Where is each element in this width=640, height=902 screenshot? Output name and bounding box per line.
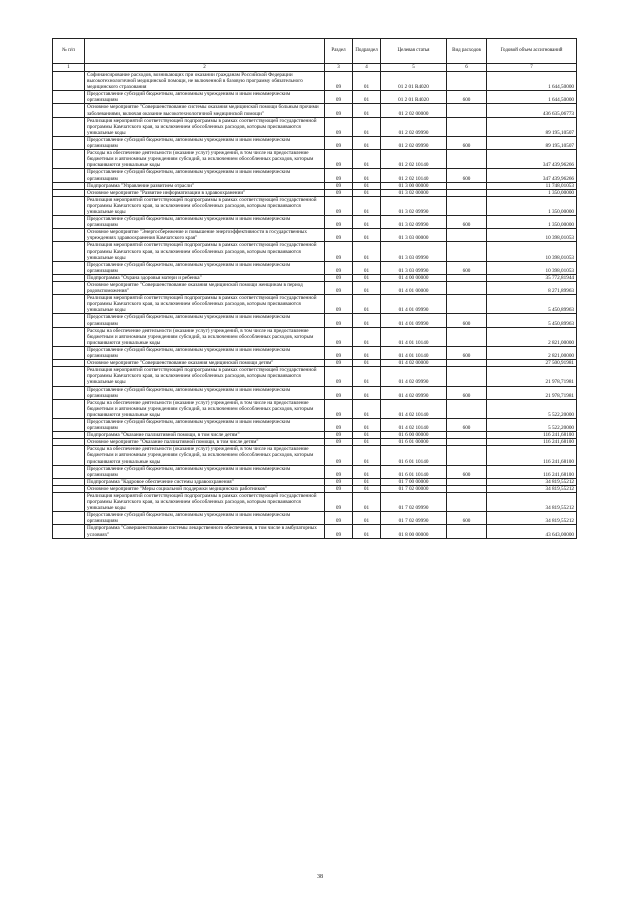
row-target-cell: 01 4 00 00000 bbox=[381, 274, 447, 281]
row-amount-cell: 35 772,81944 bbox=[487, 274, 577, 281]
row-type-cell bbox=[447, 367, 487, 386]
row-number-cell bbox=[53, 386, 85, 399]
row-target-cell: 01 2 01 R4020 bbox=[381, 91, 447, 104]
column-number: 6 bbox=[447, 64, 487, 72]
row-name-cell: Подпрограмма "Управление развитием отрасли" bbox=[85, 182, 325, 189]
header-num: № п/п bbox=[53, 39, 85, 64]
row-section-cell: 09 bbox=[325, 346, 353, 359]
row-subsection-cell: 01 bbox=[353, 274, 381, 281]
table-row bbox=[53, 216, 577, 229]
row-subsection-cell: 01 bbox=[353, 182, 381, 189]
column-number: 7 bbox=[487, 64, 577, 72]
row-section-cell: 09 bbox=[325, 91, 353, 104]
row-section-cell: 09 bbox=[325, 399, 353, 418]
row-name-cell: Расходы на обеспечение деятельности (оказание услуг) учреждений, в том числе на предоставление бюджетным и автономным учреждениям субсидий, за исключением обособленных расходов, которым присваиваются уникальные коды bbox=[85, 327, 325, 346]
table-row bbox=[53, 104, 577, 117]
row-target-cell: 01 3 03 09990 bbox=[381, 261, 447, 274]
row-name-cell: Предоставление субсидий бюджетным, автономным учреждениям и иным некоммерческим организациям bbox=[85, 136, 325, 149]
row-amount-cell: 5 522,20000 bbox=[487, 399, 577, 418]
row-name-cell: Предоставление субсидий бюджетным, автономным учреждениям и иным некоммерческим организациям bbox=[85, 465, 325, 478]
row-amount-cell: 1 644,50000 bbox=[487, 72, 577, 91]
row-type-cell bbox=[447, 485, 487, 492]
row-section-cell: 09 bbox=[325, 360, 353, 367]
row-type-cell bbox=[447, 295, 487, 314]
row-type-cell bbox=[447, 399, 487, 418]
row-target-cell: 01 4 02 09990 bbox=[381, 367, 447, 386]
row-target-cell: 01 4 02 09990 bbox=[381, 386, 447, 399]
table-row bbox=[53, 485, 577, 492]
row-type-cell: 600 bbox=[447, 216, 487, 229]
row-type-cell bbox=[447, 478, 487, 485]
row-number-cell bbox=[53, 91, 85, 104]
row-section-cell: 09 bbox=[325, 196, 353, 215]
row-subsection-cell: 01 bbox=[353, 189, 381, 196]
row-subsection-cell: 01 bbox=[353, 367, 381, 386]
row-section-cell: 09 bbox=[325, 465, 353, 478]
row-amount-cell: 116 241,68100 bbox=[487, 432, 577, 439]
row-section-cell: 09 bbox=[325, 439, 353, 446]
row-section-cell: 09 bbox=[325, 242, 353, 261]
table-row bbox=[53, 367, 577, 386]
table-row bbox=[53, 282, 577, 295]
row-number-cell bbox=[53, 295, 85, 314]
column-number: 4 bbox=[353, 64, 381, 72]
row-number-cell bbox=[53, 418, 85, 431]
table-row bbox=[53, 465, 577, 478]
row-section-cell: 09 bbox=[325, 282, 353, 295]
row-amount-cell: 2 821,00000 bbox=[487, 327, 577, 346]
column-number: 1 bbox=[53, 64, 85, 72]
row-number-cell bbox=[53, 314, 85, 327]
row-subsection-cell: 01 bbox=[353, 196, 381, 215]
row-subsection-cell: 01 bbox=[353, 446, 381, 465]
row-name-cell: Предоставление субсидий бюджетным, автономным учреждениям и иным некоммерческим организациям bbox=[85, 386, 325, 399]
row-name-cell: Предоставление субсидий бюджетным, автономным учреждениям и иным некоммерческим организациям bbox=[85, 314, 325, 327]
row-section-cell: 09 bbox=[325, 327, 353, 346]
row-target-cell: 01 2 02 09990 bbox=[381, 117, 447, 136]
row-type-cell bbox=[447, 182, 487, 189]
row-type-cell bbox=[447, 189, 487, 196]
row-type-cell: 600 bbox=[447, 346, 487, 359]
row-section-cell: 09 bbox=[325, 367, 353, 386]
row-target-cell: 01 2 01 R4020 bbox=[381, 72, 447, 91]
row-amount-cell: 1 644,50000 bbox=[487, 91, 577, 104]
row-section-cell: 09 bbox=[325, 189, 353, 196]
row-subsection-cell: 01 bbox=[353, 229, 381, 242]
row-amount-cell: 89 195,10507 bbox=[487, 136, 577, 149]
row-number-cell bbox=[53, 512, 85, 525]
row-amount-cell: 43 643,00000 bbox=[487, 525, 577, 538]
row-target-cell: 01 6 01 10140 bbox=[381, 465, 447, 478]
row-name-cell: Основное мероприятие "Меры социальной поддержки медицинских работников" bbox=[85, 485, 325, 492]
row-name-cell: Предоставление субсидий бюджетным, автономным учреждениям и иным некоммерческим организациям bbox=[85, 169, 325, 182]
table-row bbox=[53, 512, 577, 525]
row-section-cell: 09 bbox=[325, 418, 353, 431]
row-number-cell bbox=[53, 136, 85, 149]
header-row bbox=[53, 39, 577, 64]
row-number-cell bbox=[53, 261, 85, 274]
row-number-cell bbox=[53, 282, 85, 295]
row-amount-cell: 34 819,55212 bbox=[487, 512, 577, 525]
table-row bbox=[53, 169, 577, 182]
row-name-cell: Подпрограмма "Оказание паллиативной помощи, в том числе детям" bbox=[85, 432, 325, 439]
row-number-cell bbox=[53, 432, 85, 439]
row-type-cell: 600 bbox=[447, 136, 487, 149]
row-amount-cell: 436 635,06773 bbox=[487, 104, 577, 117]
header-subsection: Подраздел bbox=[353, 39, 381, 64]
row-subsection-cell: 01 bbox=[353, 117, 381, 136]
row-section-cell: 09 bbox=[325, 432, 353, 439]
row-type-cell: 600 bbox=[447, 386, 487, 399]
table-row bbox=[53, 432, 577, 439]
row-type-cell: 600 bbox=[447, 314, 487, 327]
column-number: 2 bbox=[85, 64, 325, 72]
row-amount-cell: 1 350,00000 bbox=[487, 216, 577, 229]
row-name-cell: Реализация мероприятий соответствующей подпрограммы в рамках соответствующей государственной программы Камчатского края, за исключением обособленных расходов, которым присваиваются уникальные коды bbox=[85, 295, 325, 314]
row-name-cell: Основное мероприятие "Совершенствование оказания медицинской помощи детям" bbox=[85, 360, 325, 367]
row-name-cell: Подпрограмма "Совершенствование системы лекарственного обеспечения, в том числе в амбулаторных условиях" bbox=[85, 525, 325, 538]
table-row bbox=[53, 399, 577, 418]
row-number-cell bbox=[53, 169, 85, 182]
row-target-cell: 01 7 02 00000 bbox=[381, 485, 447, 492]
row-number-cell bbox=[53, 274, 85, 281]
row-name-cell: Софинансирование расходов, возникающих при оказании гражданам Российской Федерации высокотехнологичной медицинской помощи, не включенной в базовую программу обязательного медицинского страхования bbox=[85, 72, 325, 91]
row-subsection-cell: 01 bbox=[353, 282, 381, 295]
row-subsection-cell: 01 bbox=[353, 104, 381, 117]
table-row bbox=[53, 72, 577, 91]
row-type-cell bbox=[447, 525, 487, 538]
row-subsection-cell: 01 bbox=[353, 418, 381, 431]
column-number: 3 bbox=[325, 64, 353, 72]
row-type-cell bbox=[447, 493, 487, 512]
row-subsection-cell: 01 bbox=[353, 360, 381, 367]
row-section-cell: 09 bbox=[325, 493, 353, 512]
row-target-cell: 01 4 01 00000 bbox=[381, 282, 447, 295]
header-name bbox=[85, 39, 325, 64]
row-amount-cell: 8 271,89963 bbox=[487, 282, 577, 295]
header-target: Целевая статья bbox=[381, 39, 447, 64]
row-target-cell: 01 2 02 09990 bbox=[381, 136, 447, 149]
row-target-cell: 01 2 02 00000 bbox=[381, 104, 447, 117]
table-row bbox=[53, 274, 577, 281]
row-target-cell: 01 4 01 09990 bbox=[381, 314, 447, 327]
row-target-cell: 01 7 02 09990 bbox=[381, 493, 447, 512]
row-subsection-cell: 01 bbox=[353, 525, 381, 538]
row-section-cell: 09 bbox=[325, 478, 353, 485]
table-row bbox=[53, 136, 577, 149]
row-number-cell bbox=[53, 525, 85, 538]
row-target-cell: 01 6 00 00000 bbox=[381, 432, 447, 439]
row-name-cell: Расходы на обеспечение деятельности (оказание услуг) учреждений, в том числе на предоставление бюджетным и автономным учреждениям субсидий, за исключением обособленных расходов, которым присваиваются уникальные коды bbox=[85, 446, 325, 465]
row-subsection-cell: 01 bbox=[353, 432, 381, 439]
row-type-cell bbox=[447, 327, 487, 346]
row-name-cell: Реализация мероприятий соответствующей подпрограммы в рамках соответствующей государственной программы Камчатского края, за исключением обособленных расходов, которым присваиваются уникальные коды bbox=[85, 493, 325, 512]
row-type-cell bbox=[447, 282, 487, 295]
row-number-cell bbox=[53, 229, 85, 242]
row-amount-cell: 21 978,71981 bbox=[487, 367, 577, 386]
row-target-cell: 01 7 02 09990 bbox=[381, 512, 447, 525]
row-number-cell bbox=[53, 104, 85, 117]
page-number: 38 bbox=[317, 874, 323, 880]
row-name-cell: Подпрограмма "Кадровое обеспечение системы здравоохранения" bbox=[85, 478, 325, 485]
row-amount-cell: 34 819,55212 bbox=[487, 485, 577, 492]
row-subsection-cell: 01 bbox=[353, 169, 381, 182]
table-row bbox=[53, 229, 577, 242]
row-subsection-cell: 01 bbox=[353, 150, 381, 169]
row-name-cell: Расходы на обеспечение деятельности (оказание услуг) учреждений, в том числе на предоставление бюджетным и автономным учреждениям субсидий, за исключением обособленных расходов, которым присваиваются уникальные коды bbox=[85, 399, 325, 418]
row-name-cell: Предоставление субсидий бюджетным, автономным учреждениям и иным некоммерческим организациям bbox=[85, 512, 325, 525]
row-target-cell: 01 2 02 10140 bbox=[381, 150, 447, 169]
row-subsection-cell: 01 bbox=[353, 295, 381, 314]
row-number-cell bbox=[53, 439, 85, 446]
row-target-cell: 01 6 01 10140 bbox=[381, 446, 447, 465]
row-subsection-cell: 01 bbox=[353, 465, 381, 478]
row-subsection-cell: 01 bbox=[353, 327, 381, 346]
row-name-cell: Основное мероприятие "Совершенствование оказания медицинской помощи женщинам в период родовспоможения" bbox=[85, 282, 325, 295]
row-subsection-cell: 01 bbox=[353, 261, 381, 274]
row-section-cell: 09 bbox=[325, 72, 353, 91]
row-amount-cell: 34 819,55212 bbox=[487, 493, 577, 512]
table-row bbox=[53, 314, 577, 327]
row-subsection-cell: 01 bbox=[353, 386, 381, 399]
row-target-cell: 01 7 00 00000 bbox=[381, 478, 447, 485]
row-target-cell: 01 3 03 09990 bbox=[381, 242, 447, 261]
row-amount-cell: 116 241,68100 bbox=[487, 439, 577, 446]
table-row bbox=[53, 295, 577, 314]
row-amount-cell: 2 821,00000 bbox=[487, 346, 577, 359]
table-row bbox=[53, 150, 577, 169]
header-amount: Годовой объем ассигнований bbox=[487, 39, 577, 64]
budget-table bbox=[52, 38, 577, 539]
row-subsection-cell: 01 bbox=[353, 439, 381, 446]
row-name-cell: Основное мероприятие "Оказание паллиативной помощи, в том числе детям" bbox=[85, 439, 325, 446]
row-amount-cell: 89 195,10507 bbox=[487, 117, 577, 136]
row-section-cell: 09 bbox=[325, 295, 353, 314]
row-type-cell bbox=[447, 196, 487, 215]
row-name-cell: Основное мероприятие "Развитие информатизации в здравоохранении" bbox=[85, 189, 325, 196]
row-subsection-cell: 01 bbox=[353, 512, 381, 525]
row-amount-cell: 116 241,68100 bbox=[487, 465, 577, 478]
row-name-cell: Подпрограмма "Охрана здоровья матери и ребенка" bbox=[85, 274, 325, 281]
header-type: Вид расходов bbox=[447, 39, 487, 64]
row-section-cell: 09 bbox=[325, 229, 353, 242]
row-target-cell: 01 6 01 00000 bbox=[381, 439, 447, 446]
row-type-cell: 600 bbox=[447, 91, 487, 104]
row-name-cell: Предоставление субсидий бюджетным, автономным учреждениям и иным некоммерческим организациям bbox=[85, 418, 325, 431]
row-type-cell: 600 bbox=[447, 169, 487, 182]
row-number-cell bbox=[53, 478, 85, 485]
table-body bbox=[53, 72, 577, 539]
table-row bbox=[53, 478, 577, 485]
table-row bbox=[53, 117, 577, 136]
table-row bbox=[53, 493, 577, 512]
column-number: 5 bbox=[381, 64, 447, 72]
table-row bbox=[53, 182, 577, 189]
row-type-cell: 600 bbox=[447, 418, 487, 431]
row-amount-cell: 27 500,91981 bbox=[487, 360, 577, 367]
row-type-cell bbox=[447, 229, 487, 242]
row-section-cell: 09 bbox=[325, 136, 353, 149]
row-type-cell bbox=[447, 104, 487, 117]
row-section-cell: 09 bbox=[325, 512, 353, 525]
row-section-cell: 09 bbox=[325, 525, 353, 538]
table-row bbox=[53, 346, 577, 359]
row-section-cell: 09 bbox=[325, 274, 353, 281]
row-number-cell bbox=[53, 446, 85, 465]
row-amount-cell: 5 450,89963 bbox=[487, 295, 577, 314]
row-amount-cell: 1 350,00000 bbox=[487, 189, 577, 196]
row-subsection-cell: 01 bbox=[353, 346, 381, 359]
row-number-cell bbox=[53, 196, 85, 215]
row-type-cell: 600 bbox=[447, 465, 487, 478]
table-row bbox=[53, 360, 577, 367]
row-target-cell: 01 4 02 00000 bbox=[381, 360, 447, 367]
row-target-cell: 01 3 02 09990 bbox=[381, 196, 447, 215]
row-section-cell: 09 bbox=[325, 216, 353, 229]
table-row bbox=[53, 189, 577, 196]
row-section-cell: 09 bbox=[325, 169, 353, 182]
row-amount-cell: 5 450,89963 bbox=[487, 314, 577, 327]
row-target-cell: 01 3 02 00000 bbox=[381, 189, 447, 196]
row-section-cell: 09 bbox=[325, 386, 353, 399]
row-subsection-cell: 01 bbox=[353, 478, 381, 485]
row-number-cell bbox=[53, 485, 85, 492]
row-section-cell: 09 bbox=[325, 485, 353, 492]
row-name-cell: Предоставление субсидий бюджетным, автономным учреждениям и иным некоммерческим организациям bbox=[85, 346, 325, 359]
row-target-cell: 01 2 02 10140 bbox=[381, 169, 447, 182]
table-row bbox=[53, 446, 577, 465]
row-type-cell bbox=[447, 274, 487, 281]
row-number-cell bbox=[53, 72, 85, 91]
row-section-cell: 09 bbox=[325, 261, 353, 274]
row-name-cell: Предоставление субсидий бюджетным, автономным учреждениям и иным некоммерческим организациям bbox=[85, 216, 325, 229]
table-row bbox=[53, 91, 577, 104]
table-row bbox=[53, 525, 577, 538]
table-row bbox=[53, 261, 577, 274]
row-amount-cell: 10 398,01053 bbox=[487, 242, 577, 261]
row-target-cell: 01 3 00 00000 bbox=[381, 182, 447, 189]
row-amount-cell: 10 398,01053 bbox=[487, 261, 577, 274]
row-type-cell bbox=[447, 446, 487, 465]
row-type-cell bbox=[447, 439, 487, 446]
row-section-cell: 09 bbox=[325, 314, 353, 327]
row-section-cell: 09 bbox=[325, 182, 353, 189]
row-number-cell bbox=[53, 117, 85, 136]
row-subsection-cell: 01 bbox=[353, 72, 381, 91]
row-subsection-cell: 01 bbox=[353, 91, 381, 104]
row-number-cell bbox=[53, 150, 85, 169]
row-number-cell bbox=[53, 367, 85, 386]
row-subsection-cell: 01 bbox=[353, 242, 381, 261]
row-subsection-cell: 01 bbox=[353, 314, 381, 327]
row-type-cell: 600 bbox=[447, 261, 487, 274]
row-amount-cell: 116 241,68100 bbox=[487, 446, 577, 465]
row-number-cell bbox=[53, 346, 85, 359]
row-type-cell: 600 bbox=[447, 512, 487, 525]
row-subsection-cell: 01 bbox=[353, 136, 381, 149]
row-name-cell: Предоставление субсидий бюджетным, автономным учреждениям и иным некоммерческим организациям bbox=[85, 261, 325, 274]
row-name-cell: Предоставление субсидий бюджетным, автономным учреждениям и иным некоммерческим организациям bbox=[85, 91, 325, 104]
row-number-cell bbox=[53, 465, 85, 478]
row-number-cell bbox=[53, 216, 85, 229]
row-amount-cell: 347 439,96266 bbox=[487, 169, 577, 182]
row-type-cell bbox=[447, 150, 487, 169]
row-target-cell: 01 4 01 09990 bbox=[381, 295, 447, 314]
row-section-cell: 09 bbox=[325, 117, 353, 136]
row-subsection-cell: 01 bbox=[353, 485, 381, 492]
row-name-cell: Реализация мероприятий соответствующей подпрограммы в рамках соответствующей государственной программы Камчатского края, за исключением обособленных расходов, которым присваиваются уникальные коды bbox=[85, 367, 325, 386]
row-name-cell: Реализация мероприятий соответствующей подпрограммы в рамках соответствующей государственной программы Камчатского края, за исключением обособленных расходов, которым присваиваются уникальные коды bbox=[85, 117, 325, 136]
row-name-cell: Реализация мероприятий соответствующей подпрограммы в рамках соответствующей государственной программы Камчатского края, за исключением обособленных расходов, которым присваиваются уникальные коды bbox=[85, 242, 325, 261]
row-section-cell: 09 bbox=[325, 446, 353, 465]
row-name-cell: Основное мероприятие "Энергосбережение и повышение энергоэффективности в государственных учреждениях здравоохранения Камчатского края" bbox=[85, 229, 325, 242]
row-name-cell: Расходы на обеспечение деятельности (оказание услуг) учреждений, в том числе на предоставление бюджетным и автономным учреждениям субсидий, за исключением обособленных расходов, которым присваиваются уникальные коды bbox=[85, 150, 325, 169]
row-number-cell bbox=[53, 189, 85, 196]
row-subsection-cell: 01 bbox=[353, 399, 381, 418]
row-subsection-cell: 01 bbox=[353, 493, 381, 512]
row-number-cell bbox=[53, 182, 85, 189]
row-target-cell: 01 3 02 09990 bbox=[381, 216, 447, 229]
column-number-row bbox=[53, 64, 577, 72]
row-type-cell bbox=[447, 72, 487, 91]
row-target-cell: 01 4 01 10140 bbox=[381, 346, 447, 359]
row-amount-cell: 11 748,01053 bbox=[487, 182, 577, 189]
row-amount-cell: 34 819,55212 bbox=[487, 478, 577, 485]
row-target-cell: 01 4 02 10140 bbox=[381, 399, 447, 418]
row-amount-cell: 21 978,71981 bbox=[487, 386, 577, 399]
row-target-cell: 01 4 01 10140 bbox=[381, 327, 447, 346]
row-name-cell: Основное мероприятие "Совершенствование системы оказания медицинской помощи больным прочими заболеваниями, включая оказание высокотехнологичной медицинской помощи" bbox=[85, 104, 325, 117]
row-target-cell: 01 4 02 10140 bbox=[381, 418, 447, 431]
table-row bbox=[53, 386, 577, 399]
row-target-cell: 01 8 00 00000 bbox=[381, 525, 447, 538]
row-amount-cell: 5 522,20000 bbox=[487, 418, 577, 431]
row-section-cell: 09 bbox=[325, 104, 353, 117]
table-row bbox=[53, 418, 577, 431]
row-amount-cell: 1 350,00000 bbox=[487, 196, 577, 215]
table-row bbox=[53, 242, 577, 261]
row-target-cell: 01 3 03 00000 bbox=[381, 229, 447, 242]
header-section: Раздел bbox=[325, 39, 353, 64]
row-type-cell bbox=[447, 360, 487, 367]
row-name-cell: Реализация мероприятий соответствующей подпрограммы в рамках соответствующей государственной программы Камчатского края, за исключением обособленных расходов, которым присваиваются уникальные коды bbox=[85, 196, 325, 215]
table-row bbox=[53, 196, 577, 215]
table-row bbox=[53, 327, 577, 346]
row-number-cell bbox=[53, 360, 85, 367]
row-subsection-cell: 01 bbox=[353, 216, 381, 229]
row-number-cell bbox=[53, 242, 85, 261]
row-type-cell bbox=[447, 432, 487, 439]
row-number-cell bbox=[53, 493, 85, 512]
row-section-cell: 09 bbox=[325, 150, 353, 169]
row-type-cell bbox=[447, 117, 487, 136]
row-number-cell bbox=[53, 327, 85, 346]
row-amount-cell: 347 439,96266 bbox=[487, 150, 577, 169]
row-amount-cell: 10 398,01053 bbox=[487, 229, 577, 242]
table-row bbox=[53, 439, 577, 446]
row-type-cell bbox=[447, 242, 487, 261]
row-number-cell bbox=[53, 399, 85, 418]
